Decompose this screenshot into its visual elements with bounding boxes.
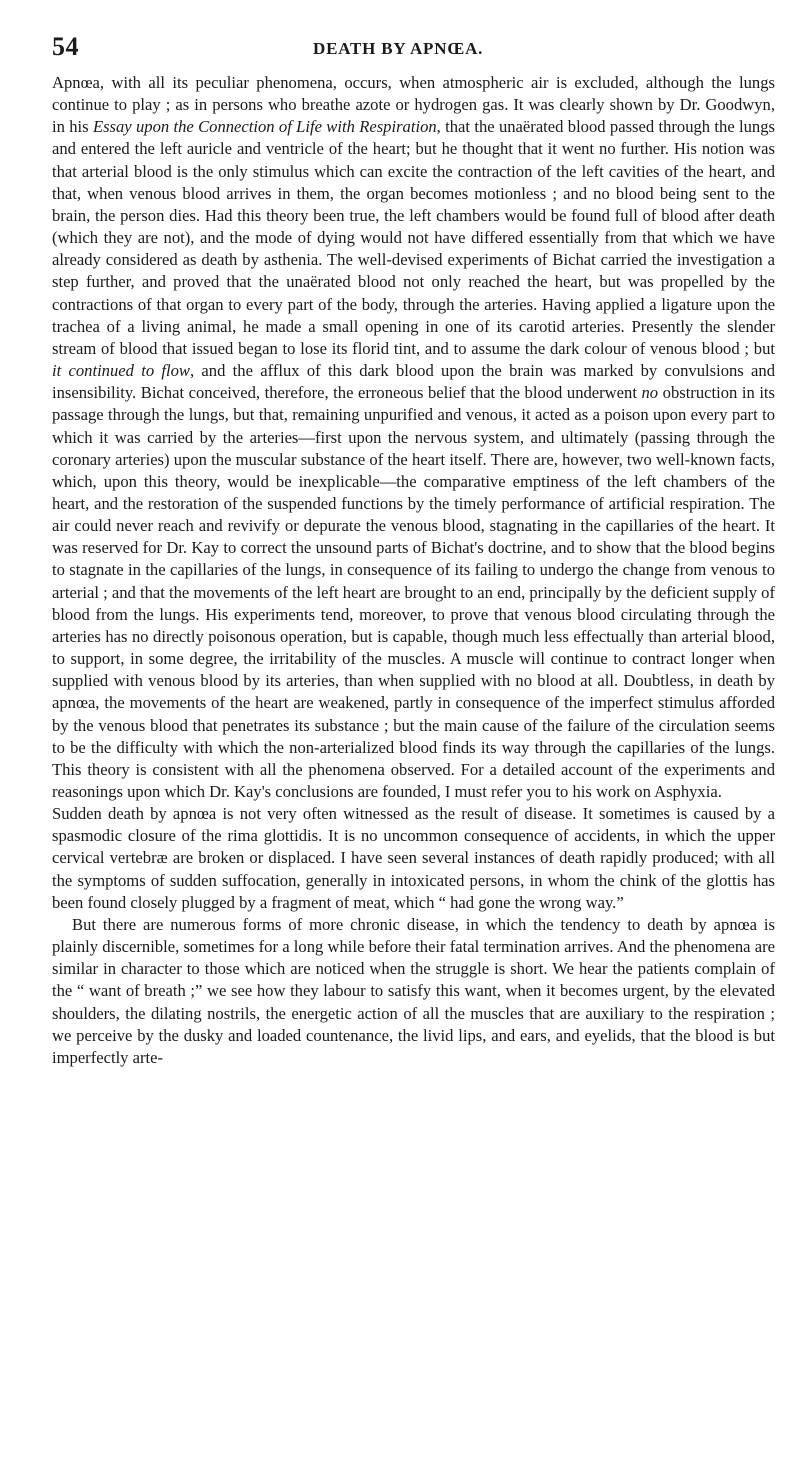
running-title: DEATH BY APNŒA. (313, 39, 484, 58)
text-run: Apnœa, with all its peculiar phenomena, occurs, when atmospheric air is excluded, although the lungs continue to play ; as in persons who breathe azote or hydrogen gas. It was clearly shown by Dr. Goodwyn, in his (52, 73, 775, 137)
running-head (52, 0, 775, 72)
text-run: But there are numerous forms of more chronic disease, in which the tendency to death by apnœa is plainly discernible, sometimes for a long while before their fatal termination arrives. And the phenomena are similar in character to those which are noticed when the struggle is short. We hear the patients complain of the “ want of breath ;” we see how they labour to satisfy this want, when it becomes urgent, by the elevated shoulders, the dilating nostrils, the energetic action of all the muscles that are auxiliary to the respiration ; we perceive by the dusky and loaded countenance, the livid lips, and ears, and eyelids, that the blood is but imperfectly arte- (52, 914, 775, 1067)
paragraph (52, 914, 775, 1069)
italic-text: it continued to flow (52, 361, 190, 381)
italic-text: no (641, 383, 659, 403)
page-number: 54 (52, 32, 79, 61)
text-run: obstruction in its passage through the lungs, but that, remaining unpurified and venous, it acted as a poison upon every part to which it was carried by the arteries—first upon the nervous system, and ultimately (passing through the coronary arteries) upon the muscular substance of the heart itself. There are, however, two well-known facts, which, upon this theory, would be inexplicable—the comparative emptiness of the left chambers of the heart, and the restoration of the suspended functions by the timely performance of artificial respiration. The air could never reach and revivify or depurate the venous blood, stagnating in the capillaries of the heart. It was reserved for Dr. Kay to correct the unsound parts of Bichat's doctrine, and to show that the blood begins to stagnate in the capillaries of the lungs, in consequence of its failing to undergo the change from venous to arterial ; and that the movements of the left heart are brought to an end, principally by the deficient supply of blood from the lungs. His experiments tend, moreover, to prove that venous blood circulating through the arteries has no directly poisonous operation, but is capable, though much less effectually than arterial blood, to support, in some degree, the irritability of the muscles. A muscle will continue to contract longer when supplied with venous blood by its arteries, than when supplied with no blood at all. Doubtless, in death by apnœa, the movements of the heart are weakened, partly in consequence of the imperfect stimulus afforded by the venous blood that penetrates its substance ; but the main cause of the failure of the circulation seems to be the difficulty with which the non-arterialized blood finds its way through the capillaries of the lungs. This theory is consistent with all the phenomena observed. For a detailed account of the experiments and reasonings upon which Dr. Kay's conclusions are founded, I must refer you to his work on Asphyxia. (52, 383, 776, 801)
italic-text: Essay upon the Connection of Life with Respiration (92, 117, 437, 137)
body-text (52, 72, 775, 1069)
text-run: Sudden death by apnœa is not very often witnessed as the result of disease. It sometimes is caused by a spasmodic closure of the rima glottidis. It is no uncommon consequence of accidents, in which the upper cervical vertebræ are broken or displaced. I have seen several instances of death rapidly produced; with all the symptoms of sudden suffocation, generally in intoxicated persons, in whom the chink of the glottis has been found closely plugged by a fragment of meat, which “ had gone the wrong way.” (52, 804, 775, 912)
text-run: , that the unaërated blood passed through the lungs and entered the left auricle and ventricle of the heart; but he thought that it went no further. His notion was that arterial blood is the only stimulus which can excite the contraction of the left cavities of the heart, and that, when venous blood arrives in them, the organ becomes motionless ; and no blood being sent to the brain, the person dies. Had this theory been true, the left chambers would be found full of blood after death (which they are not), and the mode of dying would not have differed essentially from that which we have already considered as death by asthenia. The well-devised experiments of Bichat carried the investigation a step further, and proved that the unaërated blood not only reached the heart, but was propelled by the contractions of that organ to every part of the body, through the arteries. Having applied a ligature upon the trachea of a living animal, he made a small opening in one of its carotid arteries. Presently the slender stream of blood that issued began to lose its florid tint, and to assume the dark colour of venous blood ; but (52, 117, 775, 358)
paragraph (52, 72, 775, 803)
paragraph (52, 803, 775, 914)
text-run: , and the afflux of this dark blood upon the brain was marked by convulsions and insensibility. Bichat conceived, therefore, the erroneous belief that the blood underwent (52, 361, 775, 403)
